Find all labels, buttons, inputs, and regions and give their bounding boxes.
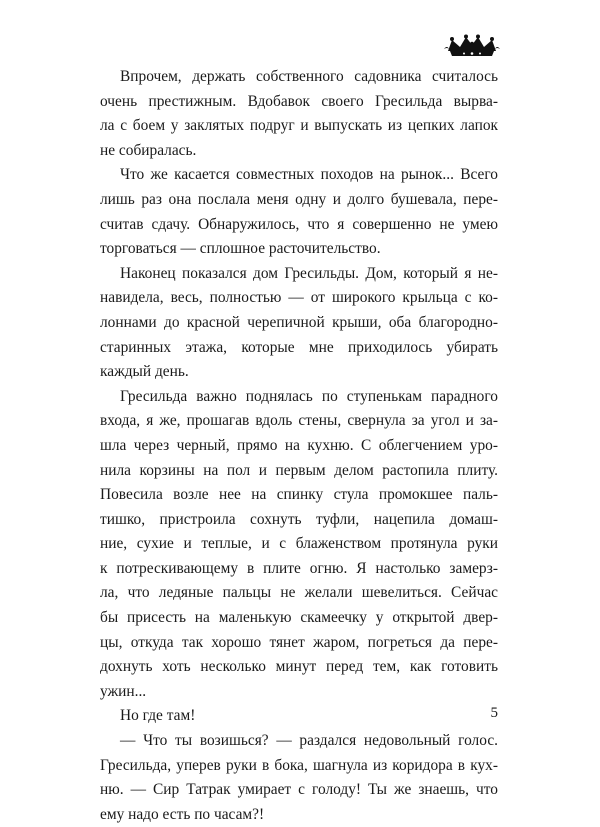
- text-line: считав сдачу. Обнаружилось, что я совершенно не умею: [100, 215, 498, 233]
- text-line: дохнуть хоть несколько минут перед тем, как готовить: [100, 658, 498, 676]
- text-line: ужин...: [100, 682, 147, 700]
- text-line: Гресильда важно поднялась по ступенькам парадного: [120, 387, 498, 405]
- text-line: — Что ты возишься? — раздался недовольный голос.: [120, 732, 498, 750]
- text-line: торговаться — сплошное расточительство.: [100, 240, 381, 258]
- page-number: 5: [490, 705, 498, 721]
- text-line: к потрескивающему в плите огню. Я настолько замерз-: [100, 559, 498, 577]
- paragraph: [100, 65, 498, 163]
- body-text: [100, 65, 498, 827]
- text-line: Наконец показался дом Гресильды. Дом, который я не-: [120, 264, 498, 282]
- text-line: Гресильда, уперев руки в бока, шагнула из коридора в кух-: [100, 756, 498, 774]
- text-line: входа, я же, прошагав вдоль стены, свернула за угол и за-: [100, 412, 498, 430]
- text-line: лоннами до красной черепичной крыши, оба благородно-: [100, 313, 498, 331]
- text-line: ла с боем у заклятых подруг и выпускать из цепких лапок: [100, 117, 498, 135]
- text-line: очень престижным. Вдобавок своего Гресильда вырва-: [100, 92, 498, 110]
- paragraph: [100, 262, 498, 385]
- text-line: шла через черный, прямо на кухню. С облегчением уро-: [100, 436, 498, 454]
- text-line: старинных этажа, которые мне приходилось убирать: [100, 338, 498, 356]
- paragraph: [100, 729, 498, 827]
- text-line: бы присесть на маленькую скамеечку у открытой двер-: [100, 609, 498, 627]
- text-line: ню. — Сир Татрак умирает с голоду! Ты же знаешь, что: [100, 781, 498, 799]
- text-line: лишь раз она послала меня одну и долго бушевала, пере-: [100, 190, 498, 208]
- text-line: ему надо есть по часам?!: [100, 805, 265, 823]
- paragraph: [100, 163, 498, 261]
- text-line: нила корзины на пол и первым делом растопила плиту.: [100, 461, 498, 479]
- paragraph: [100, 385, 498, 705]
- text-line: навидела, весь, полностью — от широкого крыльца с ко-: [100, 289, 498, 307]
- text-line: Но где там!: [120, 707, 196, 725]
- crown-icon: [444, 34, 500, 58]
- text-line: каждый день.: [100, 363, 189, 381]
- text-line: цы, откуда так хорошо тянет жаром, погреться да пере-: [100, 633, 498, 651]
- paragraph: [100, 704, 498, 729]
- text-line: ние, сухие и теплые, и с блаженством протянула руки: [100, 535, 498, 553]
- text-line: ла, что ледяные пальцы не желали шевелиться. Сейчас: [100, 584, 498, 602]
- text-line: Впрочем, держать собственного садовника считалось: [120, 68, 498, 85]
- text-line: тишко, пристроила сохнуть туфли, нацепила домаш-: [100, 510, 498, 528]
- text-line: не собиралась.: [100, 141, 197, 159]
- text-line: Повесила возле нее на спинку стула промокшее паль-: [100, 486, 498, 504]
- text-line: Что же касается совместных походов на рынок... Всего: [120, 166, 498, 184]
